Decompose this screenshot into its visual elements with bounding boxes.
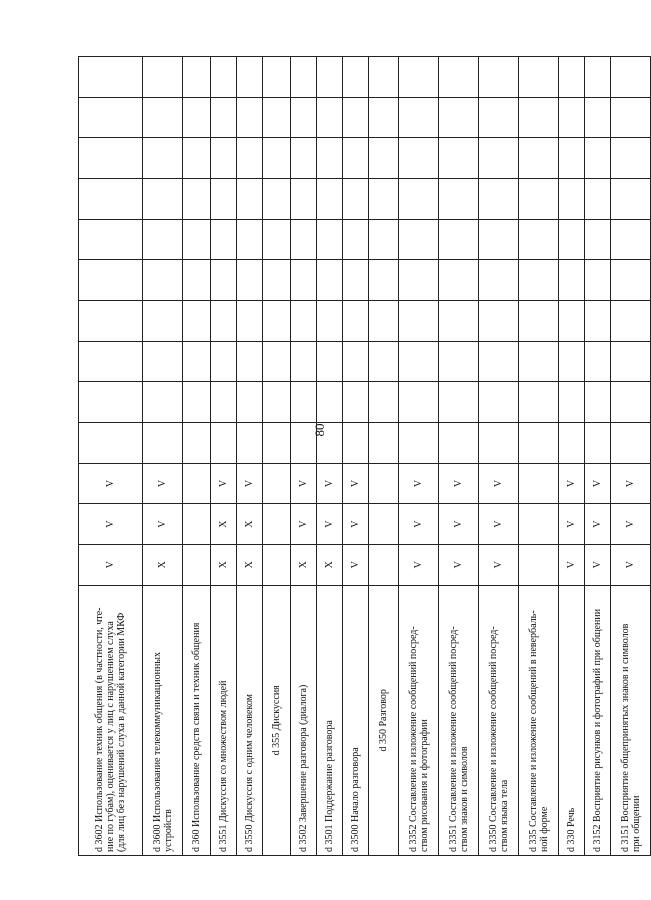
empty-cell bbox=[317, 260, 343, 301]
empty-cell bbox=[79, 138, 143, 179]
row-mark: V bbox=[79, 504, 143, 545]
empty-cell bbox=[263, 422, 291, 463]
row-mark: X bbox=[211, 544, 237, 585]
empty-cell bbox=[291, 422, 317, 463]
empty-cell bbox=[291, 179, 317, 220]
row-mark: V bbox=[611, 463, 651, 504]
empty-cell bbox=[263, 341, 291, 382]
empty-cell bbox=[585, 260, 611, 301]
empty-cell bbox=[143, 301, 183, 342]
table-row bbox=[143, 57, 183, 856]
empty-cell bbox=[439, 138, 479, 179]
empty-cell bbox=[479, 57, 519, 98]
empty-cell bbox=[399, 341, 439, 382]
empty-cell bbox=[237, 57, 263, 98]
row-label: d 3500 Начало разговора bbox=[343, 585, 369, 855]
row-mark bbox=[519, 463, 559, 504]
empty-cell bbox=[291, 57, 317, 98]
empty-cell bbox=[343, 97, 369, 138]
empty-cell bbox=[79, 301, 143, 342]
row-label: d 330 Речь bbox=[559, 585, 585, 855]
empty-cell bbox=[79, 57, 143, 98]
empty-cell bbox=[263, 179, 291, 220]
empty-cell bbox=[143, 341, 183, 382]
row-label: d 360 Использование средств связи и техник общения bbox=[183, 585, 211, 855]
table-row bbox=[611, 57, 651, 856]
empty-cell bbox=[559, 57, 585, 98]
empty-cell bbox=[439, 219, 479, 260]
empty-cell bbox=[143, 138, 183, 179]
empty-cell bbox=[211, 219, 237, 260]
empty-cell bbox=[559, 260, 585, 301]
empty-cell bbox=[211, 341, 237, 382]
row-mark: X bbox=[237, 544, 263, 585]
empty-cell bbox=[519, 219, 559, 260]
empty-cell bbox=[479, 97, 519, 138]
empty-cell bbox=[291, 97, 317, 138]
empty-cell bbox=[369, 179, 399, 220]
row-label: d 3602 Использование техник общения (в частности, чте- ние по губам), оценивается у лиц с нарушением слуха (для лиц без нарушений слуха в данной категории МКФ bbox=[79, 585, 143, 855]
empty-cell bbox=[343, 219, 369, 260]
empty-cell bbox=[439, 97, 479, 138]
row-mark bbox=[369, 463, 399, 504]
row-mark: V bbox=[559, 544, 585, 585]
empty-cell bbox=[479, 179, 519, 220]
table-row bbox=[519, 57, 559, 856]
page-number: 80 bbox=[312, 423, 327, 437]
empty-cell bbox=[611, 138, 651, 179]
table-row bbox=[237, 57, 263, 856]
empty-cell bbox=[237, 219, 263, 260]
empty-cell bbox=[585, 341, 611, 382]
row-label: d 3600 Использование телекоммуникационных устройств bbox=[143, 585, 183, 855]
empty-cell bbox=[211, 382, 237, 423]
empty-cell bbox=[317, 341, 343, 382]
row-mark: V bbox=[143, 463, 183, 504]
empty-cell bbox=[439, 422, 479, 463]
row-label: d 3151 Восприятие общепринятых знаков и символов при общении bbox=[611, 585, 651, 855]
empty-cell bbox=[317, 382, 343, 423]
empty-cell bbox=[369, 138, 399, 179]
row-mark: V bbox=[399, 544, 439, 585]
empty-cell bbox=[559, 301, 585, 342]
row-mark bbox=[183, 504, 211, 545]
empty-cell bbox=[263, 97, 291, 138]
empty-cell bbox=[143, 422, 183, 463]
empty-cell bbox=[369, 422, 399, 463]
empty-cell bbox=[399, 57, 439, 98]
row-label: d 3352 Составление и изложение сообщений посред- ством рисования и фотографии bbox=[399, 585, 439, 855]
empty-cell bbox=[183, 382, 211, 423]
empty-cell bbox=[399, 260, 439, 301]
empty-cell bbox=[79, 422, 143, 463]
empty-cell bbox=[291, 341, 317, 382]
empty-cell bbox=[369, 57, 399, 98]
empty-cell bbox=[559, 179, 585, 220]
empty-cell bbox=[585, 138, 611, 179]
empty-cell bbox=[399, 179, 439, 220]
empty-cell bbox=[559, 422, 585, 463]
empty-cell bbox=[291, 219, 317, 260]
row-label: d 350 Разговор bbox=[369, 585, 399, 855]
empty-cell bbox=[211, 422, 237, 463]
empty-cell bbox=[369, 260, 399, 301]
empty-cell bbox=[183, 422, 211, 463]
empty-cell bbox=[369, 382, 399, 423]
table-row bbox=[211, 57, 237, 856]
empty-cell bbox=[317, 57, 343, 98]
row-mark: V bbox=[343, 504, 369, 545]
table-row bbox=[479, 57, 519, 856]
row-label: d 3350 Составление и изложение сообщений посред- ством языка тела bbox=[479, 585, 519, 855]
empty-cell bbox=[369, 301, 399, 342]
empty-cell bbox=[343, 422, 369, 463]
row-mark bbox=[183, 463, 211, 504]
empty-cell bbox=[343, 341, 369, 382]
row-label: d 3502 Завершение разговора (диалога) bbox=[291, 585, 317, 855]
empty-cell bbox=[237, 382, 263, 423]
table-row bbox=[317, 57, 343, 856]
empty-cell bbox=[439, 260, 479, 301]
row-mark bbox=[369, 544, 399, 585]
empty-cell bbox=[143, 57, 183, 98]
row-mark: X bbox=[211, 504, 237, 545]
empty-cell bbox=[263, 138, 291, 179]
empty-cell bbox=[317, 422, 343, 463]
empty-cell bbox=[519, 260, 559, 301]
empty-cell bbox=[183, 260, 211, 301]
row-mark bbox=[519, 504, 559, 545]
row-mark bbox=[263, 463, 291, 504]
empty-cell bbox=[263, 57, 291, 98]
empty-cell bbox=[79, 382, 143, 423]
empty-cell bbox=[291, 301, 317, 342]
table-row bbox=[439, 57, 479, 856]
empty-cell bbox=[439, 341, 479, 382]
row-mark: V bbox=[439, 463, 479, 504]
empty-cell bbox=[585, 97, 611, 138]
empty-cell bbox=[237, 301, 263, 342]
empty-cell bbox=[611, 422, 651, 463]
table-row bbox=[399, 57, 439, 856]
empty-cell bbox=[79, 341, 143, 382]
empty-cell bbox=[519, 301, 559, 342]
empty-cell bbox=[291, 382, 317, 423]
empty-cell bbox=[183, 341, 211, 382]
table-row bbox=[291, 57, 317, 856]
empty-cell bbox=[399, 382, 439, 423]
empty-cell bbox=[559, 219, 585, 260]
empty-cell bbox=[369, 219, 399, 260]
empty-cell bbox=[479, 422, 519, 463]
empty-cell bbox=[237, 138, 263, 179]
empty-cell bbox=[585, 301, 611, 342]
assessment-table bbox=[78, 56, 651, 856]
empty-cell bbox=[211, 57, 237, 98]
row-mark: X bbox=[317, 544, 343, 585]
empty-cell bbox=[519, 382, 559, 423]
row-mark: V bbox=[439, 504, 479, 545]
empty-cell bbox=[479, 341, 519, 382]
empty-cell bbox=[343, 179, 369, 220]
empty-cell bbox=[439, 57, 479, 98]
row-mark: V bbox=[479, 463, 519, 504]
empty-cell bbox=[79, 219, 143, 260]
empty-cell bbox=[317, 219, 343, 260]
row-label: d 3550 Дискуссия с одним человеком bbox=[237, 585, 263, 855]
empty-cell bbox=[143, 179, 183, 220]
empty-cell bbox=[611, 179, 651, 220]
empty-cell bbox=[519, 341, 559, 382]
row-mark: V bbox=[317, 504, 343, 545]
table-row bbox=[585, 57, 611, 856]
empty-cell bbox=[183, 138, 211, 179]
row-label: d 3551 Дискуссия со множеством людей bbox=[211, 585, 237, 855]
row-mark: V bbox=[237, 463, 263, 504]
empty-cell bbox=[585, 179, 611, 220]
empty-cell bbox=[369, 97, 399, 138]
empty-cell bbox=[585, 57, 611, 98]
empty-cell bbox=[343, 57, 369, 98]
empty-cell bbox=[211, 260, 237, 301]
empty-cell bbox=[343, 301, 369, 342]
row-mark: V bbox=[585, 504, 611, 545]
empty-cell bbox=[183, 97, 211, 138]
table-row bbox=[183, 57, 211, 856]
empty-cell bbox=[399, 301, 439, 342]
row-mark: V bbox=[399, 463, 439, 504]
row-mark: V bbox=[559, 463, 585, 504]
empty-cell bbox=[291, 138, 317, 179]
empty-cell bbox=[585, 422, 611, 463]
empty-cell bbox=[611, 341, 651, 382]
empty-cell bbox=[519, 422, 559, 463]
empty-cell bbox=[263, 260, 291, 301]
empty-cell bbox=[399, 219, 439, 260]
empty-cell bbox=[479, 219, 519, 260]
empty-cell bbox=[585, 382, 611, 423]
row-mark: V bbox=[211, 463, 237, 504]
empty-cell bbox=[317, 179, 343, 220]
row-label: d 3152 Восприятие рисунков и фотографий при общении bbox=[585, 585, 611, 855]
row-mark: V bbox=[479, 544, 519, 585]
row-mark bbox=[263, 544, 291, 585]
row-mark: V bbox=[317, 463, 343, 504]
row-mark: X bbox=[143, 544, 183, 585]
empty-cell bbox=[343, 138, 369, 179]
empty-cell bbox=[399, 138, 439, 179]
empty-cell bbox=[439, 179, 479, 220]
empty-cell bbox=[585, 219, 611, 260]
empty-cell bbox=[369, 341, 399, 382]
empty-cell bbox=[559, 341, 585, 382]
empty-cell bbox=[263, 219, 291, 260]
empty-cell bbox=[343, 382, 369, 423]
row-mark: V bbox=[479, 504, 519, 545]
row-mark: V bbox=[399, 504, 439, 545]
empty-cell bbox=[519, 57, 559, 98]
row-mark: V bbox=[291, 504, 317, 545]
row-mark bbox=[183, 544, 211, 585]
empty-cell bbox=[343, 260, 369, 301]
empty-cell bbox=[237, 260, 263, 301]
empty-cell bbox=[479, 260, 519, 301]
empty-cell bbox=[439, 382, 479, 423]
empty-cell bbox=[559, 97, 585, 138]
empty-cell bbox=[611, 260, 651, 301]
empty-cell bbox=[611, 219, 651, 260]
empty-cell bbox=[143, 97, 183, 138]
empty-cell bbox=[399, 97, 439, 138]
row-mark: V bbox=[585, 544, 611, 585]
empty-cell bbox=[479, 138, 519, 179]
empty-cell bbox=[237, 341, 263, 382]
empty-cell bbox=[183, 57, 211, 98]
row-mark: V bbox=[343, 544, 369, 585]
row-mark: V bbox=[79, 463, 143, 504]
empty-cell bbox=[317, 97, 343, 138]
empty-cell bbox=[143, 260, 183, 301]
empty-cell bbox=[79, 260, 143, 301]
empty-cell bbox=[291, 260, 317, 301]
empty-cell bbox=[317, 138, 343, 179]
row-mark: V bbox=[439, 544, 479, 585]
empty-cell bbox=[559, 382, 585, 423]
empty-cell bbox=[79, 97, 143, 138]
row-label: d 3351 Составление и изложение сообщений посред- ством знаков и символов bbox=[439, 585, 479, 855]
row-label: d 355 Дискуссия bbox=[263, 585, 291, 855]
row-label: d 3501 Поддержание разговора bbox=[317, 585, 343, 855]
empty-cell bbox=[237, 97, 263, 138]
empty-cell bbox=[183, 301, 211, 342]
empty-cell bbox=[237, 179, 263, 220]
row-mark bbox=[519, 544, 559, 585]
row-label: d 335 Составление и изложение сообщений в невербаль- ной форме bbox=[519, 585, 559, 855]
empty-cell bbox=[183, 179, 211, 220]
empty-cell bbox=[143, 382, 183, 423]
empty-cell bbox=[263, 382, 291, 423]
row-mark: V bbox=[343, 463, 369, 504]
row-mark: V bbox=[611, 504, 651, 545]
empty-cell bbox=[399, 422, 439, 463]
empty-cell bbox=[519, 138, 559, 179]
row-mark: V bbox=[143, 504, 183, 545]
row-mark: V bbox=[291, 463, 317, 504]
row-mark: X bbox=[291, 544, 317, 585]
empty-cell bbox=[211, 97, 237, 138]
empty-cell bbox=[263, 301, 291, 342]
assessment-table-rotated bbox=[78, 56, 642, 856]
table-section-heading-row bbox=[263, 57, 291, 856]
empty-cell bbox=[611, 57, 651, 98]
empty-cell bbox=[519, 179, 559, 220]
empty-cell bbox=[611, 301, 651, 342]
row-mark: V bbox=[585, 463, 611, 504]
empty-cell bbox=[479, 382, 519, 423]
row-mark: V bbox=[559, 504, 585, 545]
row-mark: V bbox=[79, 544, 143, 585]
empty-cell bbox=[611, 97, 651, 138]
row-mark: X bbox=[237, 504, 263, 545]
empty-cell bbox=[237, 422, 263, 463]
empty-cell bbox=[183, 219, 211, 260]
empty-cell bbox=[611, 382, 651, 423]
empty-cell bbox=[317, 301, 343, 342]
table-row bbox=[343, 57, 369, 856]
table-section-heading-row bbox=[369, 57, 399, 856]
empty-cell bbox=[143, 219, 183, 260]
empty-cell bbox=[79, 179, 143, 220]
empty-cell bbox=[479, 301, 519, 342]
row-mark: V bbox=[611, 544, 651, 585]
table-row bbox=[559, 57, 585, 856]
row-mark bbox=[263, 504, 291, 545]
empty-cell bbox=[211, 179, 237, 220]
empty-cell bbox=[519, 97, 559, 138]
empty-cell bbox=[559, 138, 585, 179]
empty-cell bbox=[211, 301, 237, 342]
table-row bbox=[79, 57, 143, 856]
empty-cell bbox=[439, 301, 479, 342]
row-mark bbox=[369, 504, 399, 545]
empty-cell bbox=[211, 138, 237, 179]
